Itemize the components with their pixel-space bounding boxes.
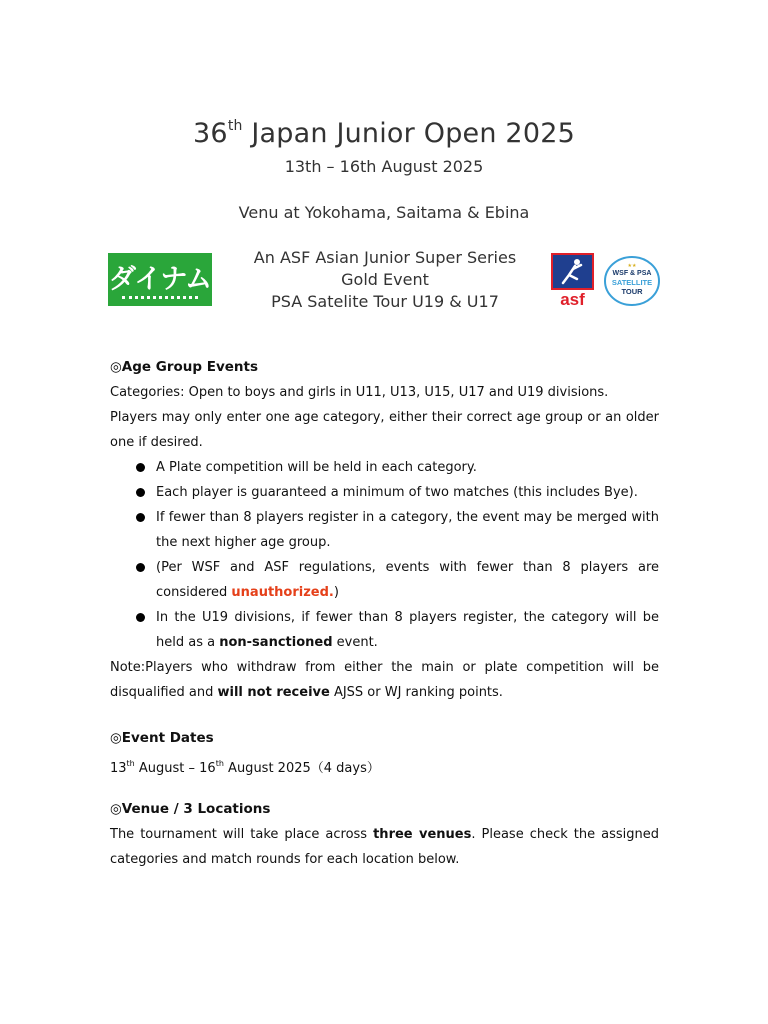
venue-heading: ◎Venue / 3 Locations — [110, 801, 271, 817]
bullet-icon — [136, 463, 145, 472]
bullet-icon — [136, 488, 145, 497]
withdrawal-note: Note:Players who withdraw from either the main or plate competition will be disqualified and will not receive AJSS or WJ ranking points. — [110, 660, 659, 700]
age-group-heading: ◎Age Group Events — [110, 359, 259, 375]
event-dates-heading: ◎Event Dates — [110, 730, 214, 746]
event-date-range: 13th – 16th August 2025 — [284, 157, 484, 176]
unauthorized-warning: unauthorized. — [231, 585, 334, 600]
bullet-icon — [136, 513, 145, 522]
venue-section — [110, 797, 659, 872]
players-text: Players may only enter one age category, either their correct age group or an older one if desired. — [110, 410, 659, 450]
list-item: A Plate competition will be held in each category. — [110, 455, 659, 480]
age-group-section — [110, 355, 659, 705]
bullet-icon — [136, 563, 145, 572]
event-description — [180, 247, 590, 313]
wsf-logo-line-2: SATELLITE — [611, 278, 653, 287]
wsf-psa-satellite-logo — [604, 256, 660, 306]
event-dates-text: 13th August – 16th August 2025（4 days） — [110, 759, 380, 776]
asf-logo — [551, 253, 594, 308]
list-item: Each player is guaranteed a minimum of two matches (this includes Bye). — [110, 480, 659, 505]
venue-line: Venu at Yokohama, Saitama & Ebina — [238, 203, 530, 222]
daitem-logo-dots — [122, 296, 198, 299]
wsf-logo-line-1: WSF & PSA — [612, 270, 652, 277]
list-item: In the U19 divisions, if fewer than 8 players register, the category will be held as a non-sanctioned event. — [110, 605, 659, 655]
event-line-2: Gold Event — [341, 270, 429, 289]
bullet-icon — [136, 613, 145, 622]
wsf-logo-line-3: TOUR — [621, 287, 643, 296]
list-item: If fewer than 8 players register in a category, the event may be merged with the next higher age group. — [110, 505, 659, 555]
list-item: (Per WSF and ASF regulations, events with fewer than 8 players are considered unauthorized.) — [110, 555, 659, 605]
event-line-3: PSA Satelite Tour U19 & U17 — [271, 292, 499, 311]
page-title: 36th Japan Junior Open 2025 — [193, 118, 575, 149]
categories-text: Categories: Open to boys and girls in U11, U13, U15, U17 and U19 divisions. — [110, 385, 609, 400]
rules-list — [110, 455, 659, 655]
daitem-logo — [108, 253, 212, 306]
svg-text:★★: ★★ — [627, 263, 637, 269]
asf-logo-text: asf — [560, 290, 585, 308]
event-line-1: An ASF Asian Junior Super Series — [253, 248, 517, 267]
venue-text: The tournament will take place across three venues. Please check the assigned categories and match rounds for each location below. — [110, 827, 659, 867]
daitem-logo-text: ダイナム — [108, 264, 212, 295]
event-dates-section — [110, 726, 659, 781]
